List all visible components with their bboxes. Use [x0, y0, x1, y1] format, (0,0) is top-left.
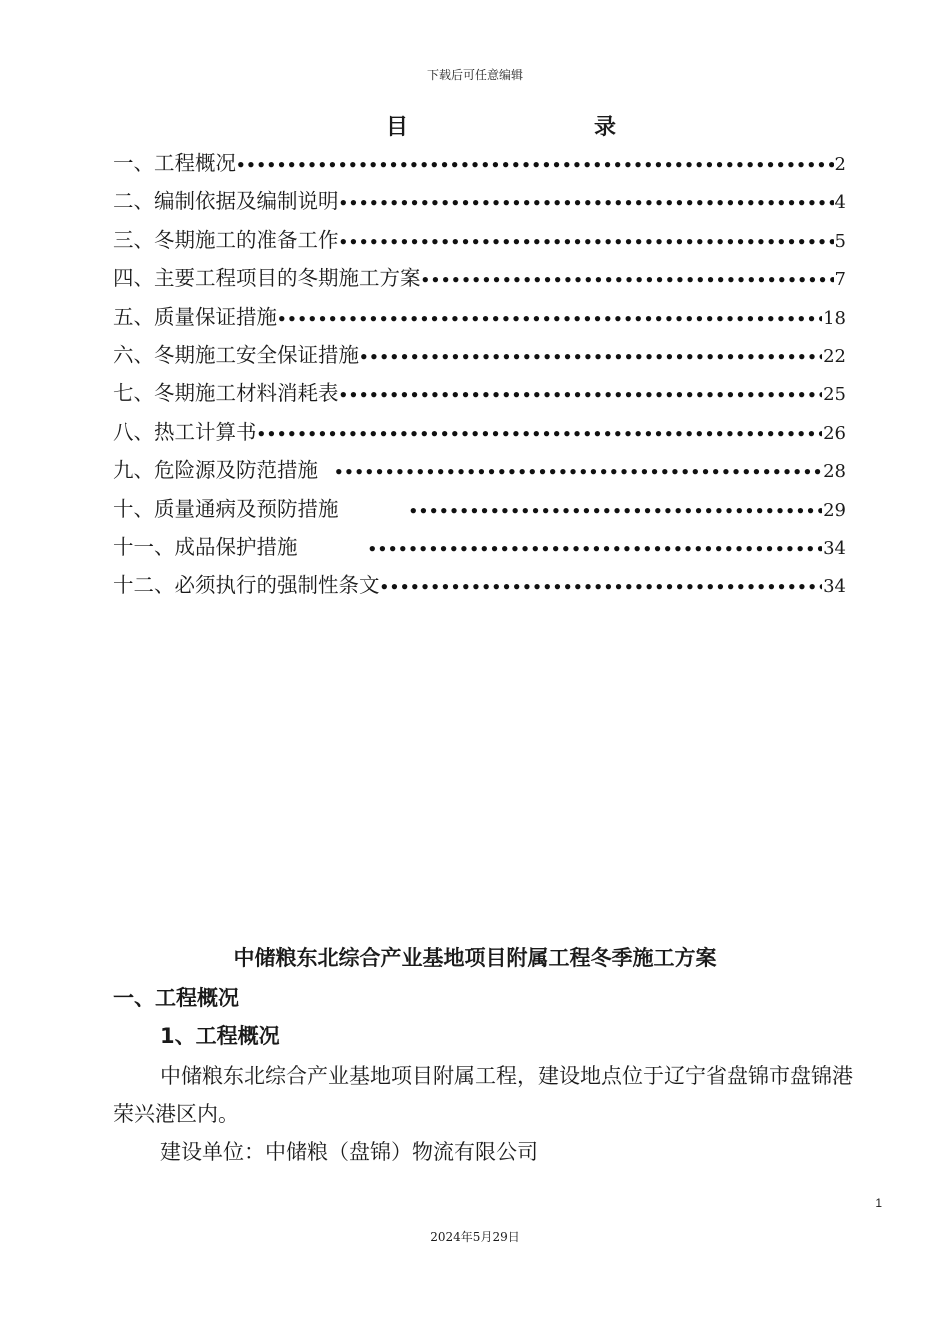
toc-leader-dots	[380, 572, 823, 602]
toc-entry[interactable]	[113, 378, 846, 416]
toc-leader-dots	[277, 304, 822, 334]
header-note: 下载后可任意编辑	[426, 68, 523, 82]
toc-leader-dots	[339, 188, 834, 218]
toc-entry-label: 八、热工计算书	[113, 419, 257, 444]
toc-entry-label: 十一、成品保护措施	[113, 534, 298, 559]
table-of-contents	[113, 148, 846, 609]
toc-entry[interactable]	[113, 340, 846, 378]
document-title: 中储粮东北综合产业基地项目附属工程冬季施工方案	[233, 946, 717, 970]
toc-entry[interactable]	[113, 186, 846, 224]
toc-entry-label: 三、冬期施工的准备工作	[113, 227, 339, 252]
toc-entry-label: 十二、必须执行的强制性条文	[113, 573, 380, 598]
body-paragraph: 建设单位：中储粮（盘锦）物流有限公司	[160, 1140, 538, 1164]
toc-leader-dots	[409, 496, 823, 526]
toc-leader-dots	[359, 342, 822, 372]
toc-entry-label: 二、编制依据及编制说明	[113, 189, 339, 214]
toc-title-left: 目	[386, 115, 409, 140]
toc-leader-dots	[339, 227, 834, 257]
toc-entry-label: 五、质量保证措施	[113, 304, 277, 329]
toc-entry-page: 7	[834, 269, 846, 291]
toc-leader-dots	[334, 457, 822, 487]
toc-entry-label: 四、主要工程项目的冬期施工方案	[113, 266, 421, 291]
toc-entry-page: 5	[834, 230, 846, 252]
page-number: 1	[875, 1196, 882, 1210]
section-heading: 一、工程概况	[113, 986, 239, 1010]
toc-leader-dots	[257, 419, 823, 449]
toc-entry-label: 十、质量通病及预防措施	[113, 496, 339, 521]
toc-entry[interactable]	[113, 532, 846, 570]
footer-date: 2024年5月29日	[430, 1230, 520, 1244]
toc-entry[interactable]	[113, 225, 846, 263]
toc-entry-page: 18	[823, 307, 846, 329]
toc-entry-page: 26	[823, 422, 846, 444]
toc-entry[interactable]	[113, 570, 846, 608]
toc-leader-dots	[368, 534, 823, 564]
toc-title	[386, 110, 616, 141]
toc-entry[interactable]	[113, 455, 846, 493]
toc-leader-dots	[421, 265, 834, 295]
toc-entry-page: 34	[823, 537, 846, 559]
toc-entry[interactable]	[113, 417, 846, 455]
toc-leader-dots	[236, 150, 834, 180]
toc-entry-page: 29	[823, 499, 846, 521]
toc-entry-page: 34	[823, 576, 846, 598]
toc-entry[interactable]	[113, 494, 846, 532]
toc-entry[interactable]	[113, 302, 846, 340]
toc-title-right: 录	[593, 115, 616, 140]
toc-entry[interactable]	[113, 148, 846, 186]
toc-leader-dots	[339, 380, 823, 410]
subsection-heading: 1、工程概况	[160, 1024, 280, 1048]
toc-entry-page: 28	[823, 461, 846, 483]
toc-entry-page: 22	[823, 345, 846, 367]
toc-entry-page: 2	[834, 154, 846, 175]
toc-entry-label: 七、冬期施工材料消耗表	[113, 381, 339, 406]
toc-entry-label: 一、工程概况	[113, 151, 236, 175]
toc-entry-label: 六、冬期施工安全保证措施	[113, 342, 359, 367]
body-paragraph: 中储粮东北综合产业基地项目附属工程，建设地点位于辽宁省盘锦市盘锦港荣兴港区内。	[113, 1064, 853, 1126]
toc-entry-label: 九、危险源及防范措施	[113, 458, 318, 483]
toc-entry-page: 4	[834, 192, 846, 214]
toc-entry[interactable]	[113, 263, 846, 301]
toc-entry-page: 25	[823, 384, 846, 406]
